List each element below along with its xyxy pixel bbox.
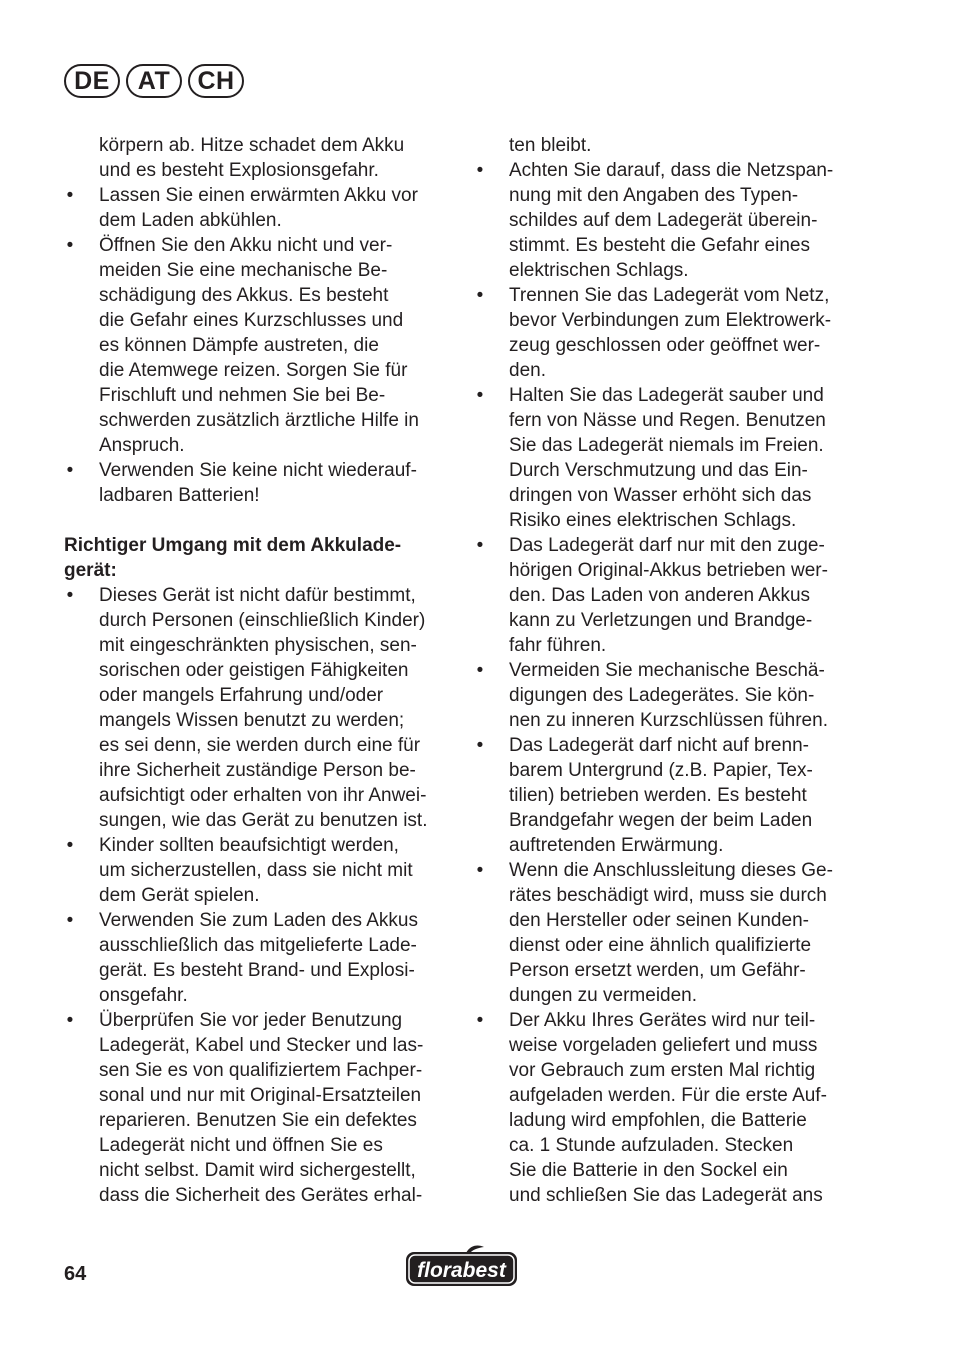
bullet-item-line: [474, 533, 874, 558]
line-text: fahr führen.: [509, 635, 607, 656]
bullet-item-line: [64, 458, 454, 483]
text-line: [474, 258, 874, 283]
text-line: [474, 308, 874, 333]
line-text: nung mit den Angaben des Typen-: [509, 185, 799, 206]
line-text: die Atemwege reizen. Sorgen Sie für: [99, 360, 408, 381]
line-text: die Gefahr eines Kurzschlusses und: [99, 310, 404, 331]
right-column: [474, 133, 874, 1208]
bullet-icon: •: [66, 1010, 74, 1031]
line-text: Ladegerät, Kabel und Stecker und las-: [99, 1035, 424, 1056]
text-line: [474, 1033, 874, 1058]
text-line: [64, 758, 454, 783]
line-text: Der Akku Ihres Gerätes wird nur teil-: [509, 1010, 816, 1031]
bullet-icon: •: [66, 585, 74, 606]
text-line: [474, 783, 874, 808]
line-text: fern von Nässe und Regen. Benutzen: [509, 410, 826, 431]
line-text: Das Ladegerät darf nur mit den zuge-: [509, 535, 825, 556]
line-text: Sie die Batterie in den Sockel ein: [509, 1160, 788, 1181]
line-text: dungen zu vermeiden.: [509, 985, 698, 1006]
text-line: [474, 708, 874, 733]
line-text: Ladegerät nicht und öffnen Sie es: [99, 1135, 383, 1156]
bullet-icon: •: [476, 160, 484, 181]
text-line: [64, 608, 454, 633]
line-text: meiden Sie eine mechanische Be-: [99, 260, 388, 281]
line-text: sungen, wie das Gerät zu benutzen ist.: [99, 810, 428, 831]
bullet-icon: •: [476, 1010, 484, 1031]
text-line: [474, 333, 874, 358]
text-line: [474, 933, 874, 958]
text-line: [474, 1158, 874, 1183]
badge-de: DE: [64, 64, 120, 98]
line-text: um sicherzustellen, dass sie nicht mit: [99, 860, 413, 881]
bullet-icon: •: [66, 835, 74, 856]
line-text: Durch Verschmutzung und das Ein-: [509, 460, 808, 481]
bullet-icon: •: [476, 385, 484, 406]
text-line: [474, 983, 874, 1008]
text-line: [474, 433, 874, 458]
line-text: Wenn die Anschlussleitung dieses Ge-: [509, 860, 833, 881]
bullet-icon: •: [476, 660, 484, 681]
bullet-item-line: [474, 158, 874, 183]
text-line: [64, 283, 454, 308]
line-text: mit eingeschränkten physischen, sen-: [99, 635, 417, 656]
line-text: hörigen Original-Akkus betrieben wer-: [509, 560, 828, 581]
text-line: [64, 333, 454, 358]
line-text: sorischen oder geistigen Fähigkeiten: [99, 660, 409, 681]
line-text: und es besteht Explosionsgefahr.: [99, 160, 379, 181]
text-line: [64, 483, 454, 508]
line-text: vor Gebrauch zum ersten Mal richtig: [509, 1060, 816, 1081]
line-text: auftretenden Erwärmung.: [509, 835, 724, 856]
text-line: [64, 783, 454, 808]
line-text: ladung wird empfohlen, die Batterie: [509, 1110, 807, 1131]
line-text: ausschließlich das mitgelieferte Lade-: [99, 935, 417, 956]
text-line: [64, 408, 454, 433]
text-line: [474, 633, 874, 658]
text-line: [474, 558, 874, 583]
text-line: [474, 508, 874, 533]
bullet-item-line: [64, 833, 454, 858]
bullet-item-line: [64, 1008, 454, 1033]
line-text: dass die Sicherheit des Gerätes erhal-: [99, 1185, 423, 1206]
line-text: dienst oder eine ähnlich qualifizierte: [509, 935, 812, 956]
line-text: bevor Verbindungen zum Elektrowerk-: [509, 310, 832, 331]
bullet-item-line: [64, 233, 454, 258]
bullet-item-line: [64, 908, 454, 933]
text-line: [64, 1033, 454, 1058]
text-line: [64, 208, 454, 233]
bullet-icon: •: [476, 285, 484, 306]
line-text: Lassen Sie einen erwärmten Akku vor: [99, 185, 418, 206]
text-line: [474, 1108, 874, 1133]
line-text: tilien) betrieben werden. Es besteht: [509, 785, 807, 806]
page-number: 64: [64, 1263, 87, 1285]
text-line: [474, 408, 874, 433]
line-text: Öffnen Sie den Akku nicht und ver-: [99, 235, 393, 256]
text-line: [64, 658, 454, 683]
line-text: oder mangels Erfahrung und/oder: [99, 685, 384, 706]
bullet-icon: •: [66, 460, 74, 481]
text-line: [474, 233, 874, 258]
text-line: [474, 133, 874, 158]
bullet-item-line: [64, 583, 454, 608]
line-text: Anspruch.: [99, 435, 185, 456]
line-text: den. Das Laden von anderen Akkus: [509, 585, 811, 606]
line-text: elektrischen Schlags.: [509, 260, 689, 281]
text-line: [64, 858, 454, 883]
line-text: Vermeiden Sie mechanische Beschä-: [509, 660, 825, 681]
line-text: onsgefahr.: [99, 985, 188, 1006]
text-line: [474, 908, 874, 933]
text-line: [474, 808, 874, 833]
line-text: gerät:: [64, 560, 117, 581]
text-line: [474, 483, 874, 508]
text-line: [474, 183, 874, 208]
line-text: schädigung des Akkus. Es besteht: [99, 285, 389, 306]
text-line: [64, 708, 454, 733]
text-line: [64, 683, 454, 708]
line-text: aufsichtigt oder erhalten von ihr Anwei-: [99, 785, 427, 806]
line-text: Sie das Ladegerät niemals im Freien.: [509, 435, 824, 456]
section-heading-line: [64, 558, 454, 583]
line-text: Kinder sollten beaufsichtigt werden,: [99, 835, 399, 856]
bullet-item-line: [474, 1008, 874, 1033]
line-text: nen zu inneren Kurzschlüssen führen.: [509, 710, 828, 731]
line-text: barem Untergrund (z.B. Papier, Tex-: [509, 760, 813, 781]
line-text: Frischluft und nehmen Sie bei Be-: [99, 385, 386, 406]
text-line: [64, 808, 454, 833]
text-line: [474, 833, 874, 858]
text-line: [474, 1183, 874, 1208]
text-line: [64, 983, 454, 1008]
line-text: kann zu Verletzungen und Brandge-: [509, 610, 813, 631]
line-text: Risiko eines elektrischen Schlags.: [509, 510, 797, 531]
line-text: Verwenden Sie zum Laden des Akkus: [99, 910, 418, 931]
line-text: stimmt. Es besteht die Gefahr eines: [509, 235, 810, 256]
bullet-icon: •: [66, 235, 74, 256]
text-line: [474, 358, 874, 383]
text-line: [64, 958, 454, 983]
text-line: [64, 133, 454, 158]
line-text: aufgeladen werden. Für die erste Auf-: [509, 1085, 827, 1106]
line-text: dem Gerät spielen.: [99, 885, 260, 906]
text-line: [474, 1133, 874, 1158]
line-text: zeug geschlossen oder geöffnet wer-: [509, 335, 821, 356]
line-text: den Hersteller oder seinen Kunden-: [509, 910, 809, 931]
line-text: schildes auf dem Ladegerät überein-: [509, 210, 818, 231]
text-line: [474, 583, 874, 608]
text-line: [64, 308, 454, 333]
text-line: [64, 1083, 454, 1108]
bullet-item-line: [64, 183, 454, 208]
bullet-icon: •: [476, 860, 484, 881]
line-text: Trennen Sie das Ladegerät vom Netz,: [509, 285, 830, 306]
text-line: [64, 933, 454, 958]
text-line: [474, 608, 874, 633]
text-line: [474, 1058, 874, 1083]
brand-name: florabest: [417, 1259, 506, 1282]
text-line: [64, 158, 454, 183]
line-text: Achten Sie darauf, dass die Netzspan-: [509, 160, 834, 181]
text-line: [474, 883, 874, 908]
text-line: [474, 958, 874, 983]
badge-ch: CH: [188, 64, 244, 98]
line-text: weise vorgeladen geliefert und muss: [509, 1035, 818, 1056]
line-text: Halten Sie das Ladegerät sauber und: [509, 385, 824, 406]
text-line: [474, 683, 874, 708]
text-line: [64, 383, 454, 408]
line-text: nicht selbst. Damit wird sichergestellt,: [99, 1160, 416, 1181]
badge-at: AT: [126, 64, 182, 98]
text-line: [64, 1183, 454, 1208]
florabest-logo: [404, 1244, 520, 1295]
line-text: Verwenden Sie keine nicht wiederauf-: [99, 460, 417, 481]
bullet-item-line: [474, 383, 874, 408]
text-line: [64, 733, 454, 758]
bullet-icon: •: [66, 910, 74, 931]
text-line: [474, 758, 874, 783]
text-line: [64, 258, 454, 283]
line-text: ca. 1 Stunde aufzuladen. Stecken: [509, 1135, 794, 1156]
text-line: [64, 1108, 454, 1133]
line-text: schwerden zusätzlich ärztliche Hilfe in: [99, 410, 419, 431]
line-text: gerät. Es besteht Brand- und Explosi-: [99, 960, 415, 981]
section-heading-line: [64, 533, 454, 558]
line-text: ladbaren Batterien!: [99, 485, 260, 506]
line-text: dem Laden abkühlen.: [99, 210, 282, 231]
line-text: reparieren. Benutzen Sie ein defektes: [99, 1110, 417, 1131]
text-line: [64, 1133, 454, 1158]
line-text: mangels Wissen benutzt zu werden;: [99, 710, 405, 731]
line-text: digungen des Ladegerätes. Sie kön-: [509, 685, 815, 706]
line-text: sonal und nur mit Original-Ersatzteilen: [99, 1085, 422, 1106]
text-line: [64, 433, 454, 458]
bullet-icon: •: [476, 535, 484, 556]
text-line: [64, 633, 454, 658]
bullet-item-line: [474, 858, 874, 883]
text-line: [64, 1158, 454, 1183]
language-badges: [64, 64, 244, 98]
line-text: Überprüfen Sie vor jeder Benutzung: [99, 1010, 403, 1031]
bullet-icon: •: [476, 735, 484, 756]
line-text: Dieses Gerät ist nicht dafür bestimmt,: [99, 585, 416, 606]
bullet-item-line: [474, 733, 874, 758]
line-text: dringen von Wasser erhöht sich das: [509, 485, 812, 506]
bullet-icon: •: [66, 185, 74, 206]
line-text: rätes beschädigt wird, muss sie durch: [509, 885, 827, 906]
line-text: körpern ab. Hitze schadet dem Akku: [99, 135, 405, 156]
line-text: sen Sie es von qualifiziertem Fachper-: [99, 1060, 423, 1081]
text-line: [474, 1083, 874, 1108]
line-text: ten bleibt.: [509, 135, 592, 156]
bullet-item-line: [474, 658, 874, 683]
line-text: den.: [509, 360, 546, 381]
text-line: [474, 458, 874, 483]
line-text: es sei denn, sie werden durch eine für: [99, 735, 421, 756]
text-line: [474, 208, 874, 233]
line-text: und schließen Sie das Ladegerät ans: [509, 1185, 823, 1206]
line-text: ihre Sicherheit zuständige Person be-: [99, 760, 416, 781]
text-line: [64, 358, 454, 383]
line-text: es können Dämpfe austreten, die: [99, 335, 379, 356]
line-text: Richtiger Umgang mit dem Akkulade-: [64, 535, 402, 556]
line-text: Person ersetzt werden, um Gefähr-: [509, 960, 806, 981]
left-column: [64, 133, 454, 1208]
text-line: [64, 1058, 454, 1083]
paragraph-gap: [64, 508, 454, 533]
line-text: durch Personen (einschließlich Kinder): [99, 610, 426, 631]
line-text: Das Ladegerät darf nicht auf brenn-: [509, 735, 809, 756]
line-text: Brandgefahr wegen der beim Laden: [509, 810, 813, 831]
bullet-item-line: [474, 283, 874, 308]
text-line: [64, 883, 454, 908]
